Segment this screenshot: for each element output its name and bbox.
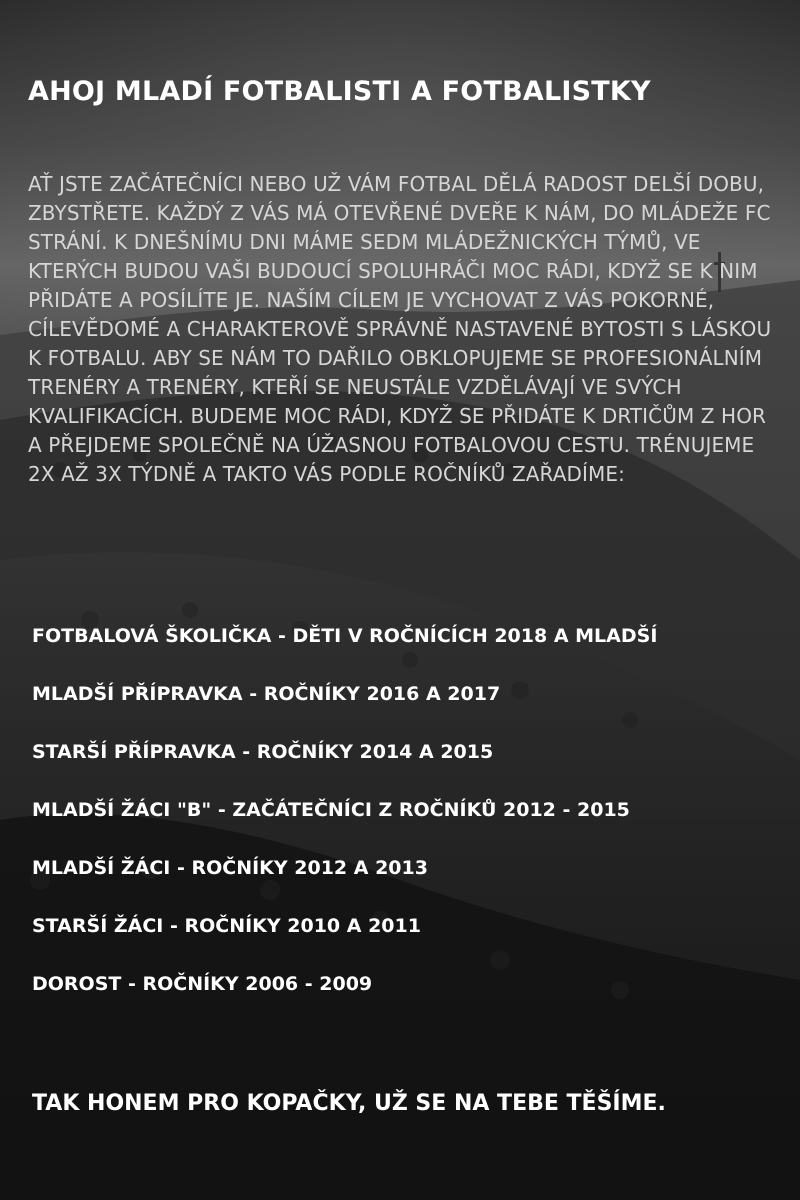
team-item-mladsi-zaci: MLADŠÍ ŽÁCI - ROČNÍKY 2012 A 2013 bbox=[32, 857, 428, 879]
team-list bbox=[32, 622, 772, 1028]
intro-paragraph: AŤ JSTE ZAČÁTEČNÍCI NEBO UŽ VÁM FOTBAL DĚLÁ RADOST DELŠÍ DOBU, ZBYSTŘETE. KAŽDÝ Z VÁS MÁ OTEVŘENÉ DVEŘE K NÁM, DO MLÁDEŽE FC STRÁNÍ. K DNEŠNÍMU DNI MÁME SEDM MLÁDEŽNICKÝCH TÝMŮ, VE KTERÝCH BUDOU VAŠI BUDOUCÍ SPOLUHRÁČI MOC RÁDI, KDYŽ SE K NIM PŘIDÁTE A POSÍLÍTE JE. NAŠÍM CÍLEM JE VYCHOVAT Z VÁS POKORNÉ, CÍLEVĚDOMÉ A CHARAKTEROVĚ SPRÁVNĚ NASTAVENÉ BYTOSTI S LÁSKOU K FOTBALU. ABY SE NÁM TO DAŘILO OBKLOPUJEME SE PROFESIONÁLNÍM TRENÉRY A TRENÉRY, KTEŘÍ SE NEUSTÁLE VZDĚLÁVAJÍ VE SVÝCH KVALIFIKACÍCH. BUDEME MOC RÁDI, KDYŽ SE PŘIDÁTE K DRTIČŮM Z HOR A PŘEJDEME SPOLEČNĚ NA ÚŽASNOU FOTBALOVOU CESTU. TRÉNUJEME 2X AŽ 3X TÝDNĚ A TAKTO VÁS PODLE ROČNÍKŮ ZAŘADÍME: bbox=[28, 172, 772, 486]
team-item-starsi-zaci: STARŠÍ ŽÁCI - ROČNÍKY 2010 A 2011 bbox=[32, 915, 421, 937]
page-heading: AHOJ MLADÍ FOTBALISTI A FOTBALISTKY bbox=[28, 76, 651, 107]
team-item-starsi-pripravka: STARŠÍ PŘÍPRAVKA - ROČNÍKY 2014 A 2015 bbox=[32, 741, 494, 763]
team-item-mladsi-pripravka: MLADŠÍ PŘÍPRAVKA - ROČNÍKY 2016 A 2017 bbox=[32, 683, 501, 705]
team-item-dorost: DOROST - ROČNÍKY 2006 - 2009 bbox=[32, 973, 373, 995]
closing-line: TAK HONEM PRO KOPAČKY, UŽ SE NA TEBE TĚŠÍME. bbox=[32, 1091, 666, 1116]
team-item-mladsi-zaci-b: MLADŠÍ ŽÁCI "B" - ZAČÁTEČNÍCI Z ROČNÍKŮ 2012 - 2015 bbox=[32, 799, 630, 821]
team-item-skolicka: FOTBALOVÁ ŠKOLIČKA - DĚTI V ROČNÍCÍCH 2018 A MLADŠÍ bbox=[32, 625, 658, 647]
